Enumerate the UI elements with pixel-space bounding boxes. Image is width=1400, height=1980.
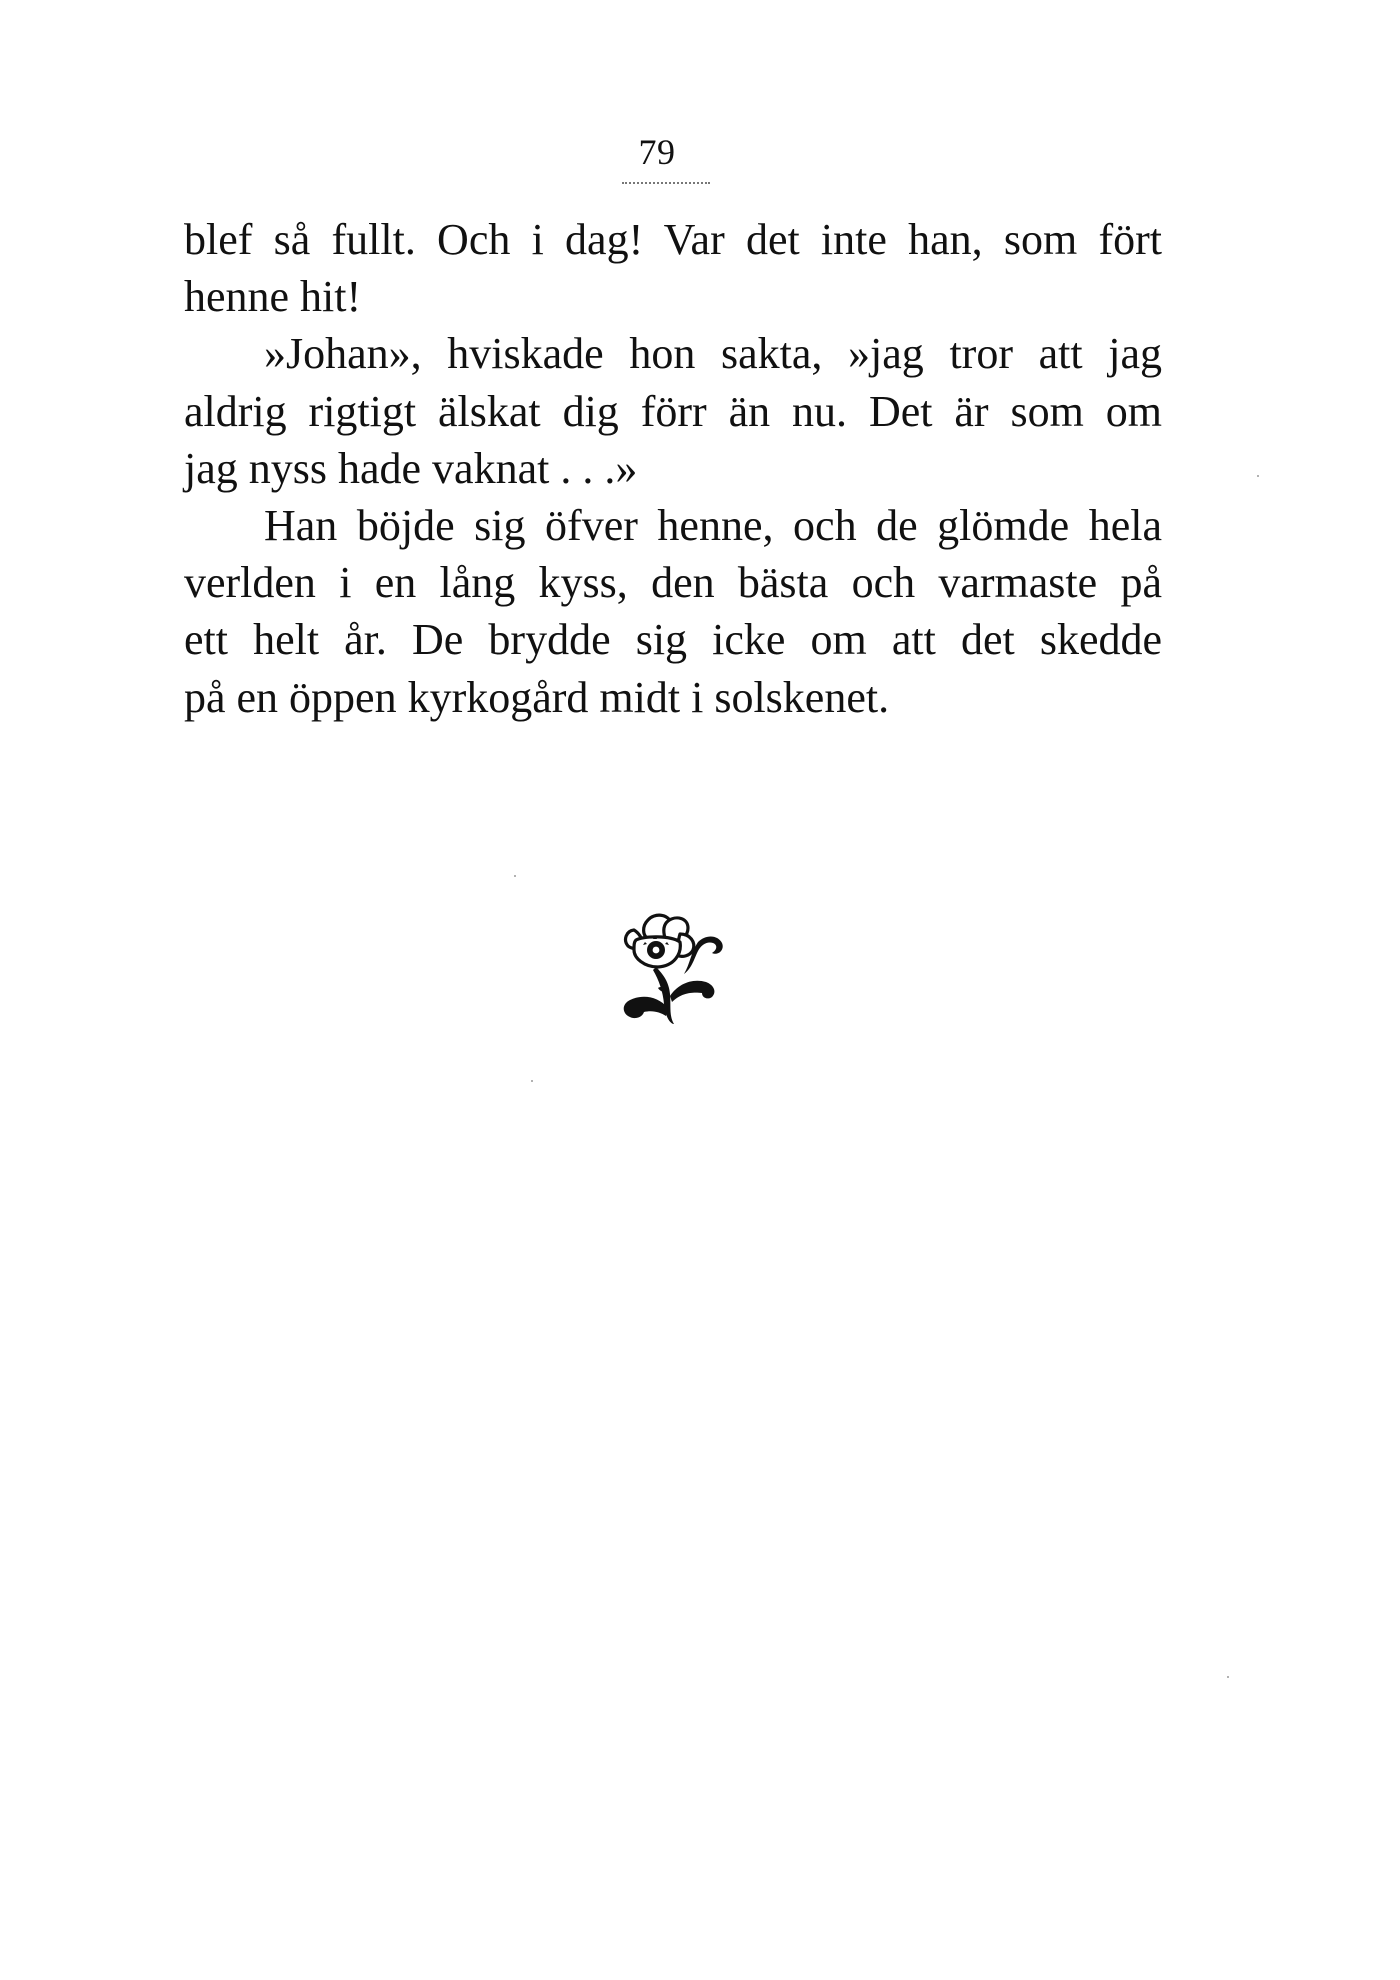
scan-speck — [1227, 1676, 1229, 1678]
text-line: Han böjde sig öfver henne, och de glömde hela — [264, 500, 1162, 550]
text-line: ett helt år. De brydde sig icke om att det skedde — [184, 615, 1162, 665]
text-line: aldrig rigtigt älskat dig förr än nu. Det är som om — [184, 386, 1162, 436]
body-text — [184, 211, 1162, 726]
pansy-flower-tailpiece-icon — [618, 912, 730, 1030]
text-line: jag nyss hade vaknat . . .» — [184, 443, 638, 493]
text-line: verlden i en lång kyss, den bästa och varmaste på — [184, 558, 1162, 608]
scan-speck — [1257, 475, 1259, 477]
text-line: på en öppen kyrkogård midt i solskenet. — [184, 672, 890, 722]
text-line: blef så fullt. Och i dag! Var det inte han, som fört — [184, 215, 1162, 264]
page-number: 79 — [638, 132, 676, 172]
page-number-rule — [622, 182, 710, 184]
text-line: »Johan», hviskade hon sakta, »jag tror att jag — [264, 329, 1162, 379]
text-line: henne hit! — [184, 272, 362, 322]
scan-speck — [514, 875, 516, 877]
scan-speck — [531, 1080, 533, 1082]
